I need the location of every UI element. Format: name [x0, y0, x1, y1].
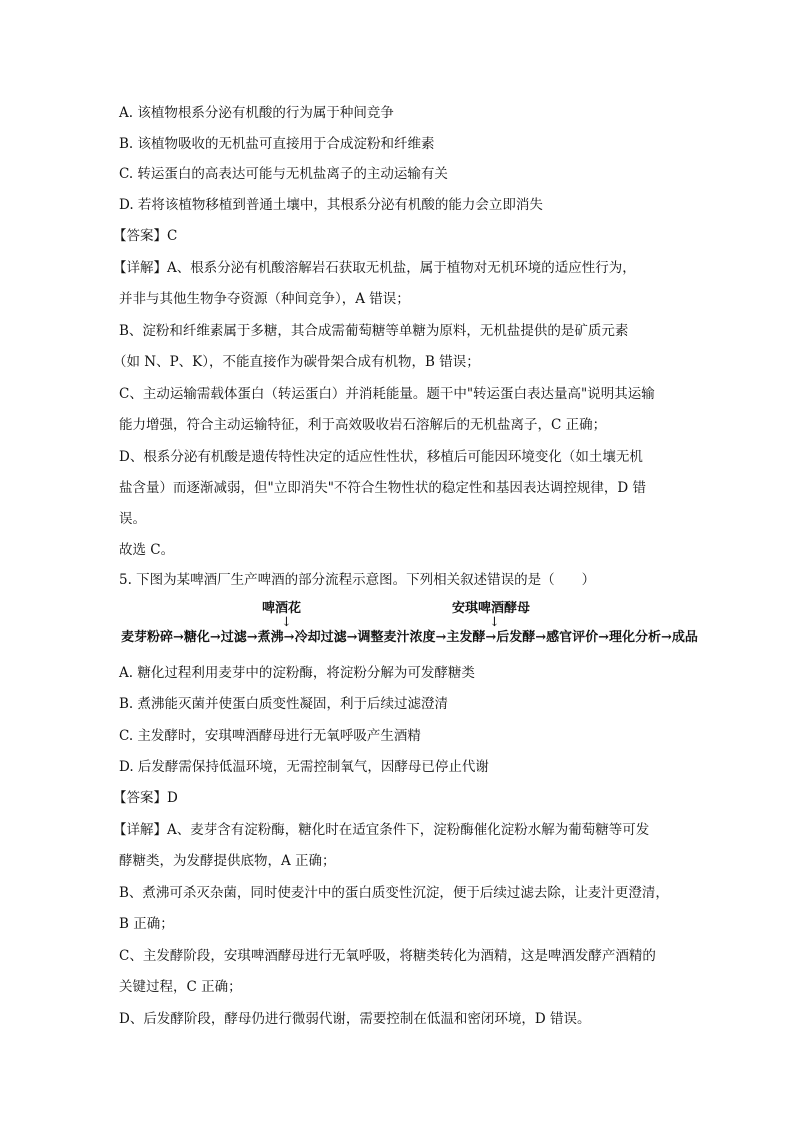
flow-down-arrow-hops: ↓ [281, 615, 292, 630]
q5-option-b: B. 煮沸能灭菌并使蛋白质变性凝固，利于后续过滤澄清 [119, 696, 449, 712]
q4-conclusion: 故选 C。 [119, 542, 175, 558]
flow-down-arrow-yeast: ↓ [489, 615, 500, 630]
q4-explain-line: 【详解】A、根系分泌有机酸溶解岩石获取无机盐，属于植物对无机环境的适应性行为， [113, 260, 636, 276]
q4-explain-line: 能力增强，符合主动运输特征，利于高效吸收岩石溶解后的无机盐离子，C 正确； [119, 417, 607, 433]
q5-explain-line: 关键过程，C 正确； [119, 979, 242, 995]
q4-option-a: A. 该植物根系分泌有机酸的行为属于种间竞争 [119, 105, 394, 121]
q4-explain-line: B、淀粉和纤维素属于多糖，其合成需葡萄糖等单糖为原料，无机盐提供的是矿质元素 [119, 323, 629, 339]
q4-explain-line: 误。 [119, 511, 146, 527]
q4-explain-line: 盐含量）而逐渐减弱，但"立即消失"不符合生物性状的稳定性和基因表达调控规律，D 错 [119, 480, 647, 496]
flow-steps: 麦芽粉碎→糖化→过滤→煮沸→冷却过滤→调整麦汁浓度→主发酵→后发酵→感官评价→理化分析→成品 [121, 630, 698, 645]
q5-option-d: D. 后发酵需保持低温环境，无需控制氧气，因酵母已停止代谢 [119, 759, 489, 775]
q5-explain-line: B 正确； [119, 916, 174, 932]
q4-option-c: C. 转运蛋白的高表达可能与无机盐离子的主动运输有关 [119, 166, 448, 182]
q4-explain-line: 并非与其他生物争夺资源（种间竞争），A 错误； [119, 291, 410, 307]
q5-explain-line: C、主发酵阶段，安琪啤酒酵母进行无氧呼吸，将糖类转化为酒精，这是啤酒发酵产酒精的 [119, 948, 656, 964]
q5-option-c: C. 主发酵时，安琪啤酒酵母进行无氧呼吸产生酒精 [119, 728, 421, 744]
q4-option-d: D. 若将该植物移植到普通土壤中，其根系分泌有机酸的能力会立即消失 [119, 197, 543, 213]
q4-answer: 【答案】C [113, 228, 178, 244]
flow-label-yeast: 安琪啤酒酵母 [452, 601, 531, 616]
flow-label-hops: 啤酒花 [262, 601, 302, 616]
q4-option-b: B. 该植物吸收的无机盐可直接用于合成淀粉和纤维素 [119, 136, 435, 152]
q4-explain-line: C、主动运输需载体蛋白（转运蛋白）并消耗能量。题干中"转运蛋白表达量高"说明其运输 [119, 386, 655, 402]
q5-answer: 【答案】D [113, 790, 178, 806]
q4-explain-line: （如 N、P、K），不能直接作为碳骨架合成有机物，B 错误； [113, 354, 480, 370]
q5-explain-line: D、后发酵阶段，酵母仍进行微弱代谢，需要控制在低温和密闭环境，D 错误。 [119, 1011, 591, 1027]
q5-explain-line: 【详解】A、麦芽含有淀粉酶，糖化时在适宜条件下，淀粉酶催化淀粉水解为葡萄糖等可发 [113, 822, 650, 838]
q5-explain-line: B、煮沸可杀灭杂菌，同时使麦汁中的蛋白质变性沉淀，便于后续过滤去除，让麦汁更澄清， [119, 885, 669, 901]
q5-option-a: A. 糖化过程利用麦芽中的淀粉酶，将淀粉分解为可发酵糖类 [119, 665, 475, 681]
q5-explain-line: 酵糖类，为发酵提供底物，A 正确； [119, 853, 336, 869]
q5-stem: 5. 下图为某啤酒厂生产啤酒的部分流程示意图。下列相关叙述错误的是（ ） [119, 572, 596, 588]
q4-explain-line: D、根系分泌有机酸是遗传特性决定的适应性性状，移植后可能因环境变化（如土壤无机 [119, 449, 643, 465]
